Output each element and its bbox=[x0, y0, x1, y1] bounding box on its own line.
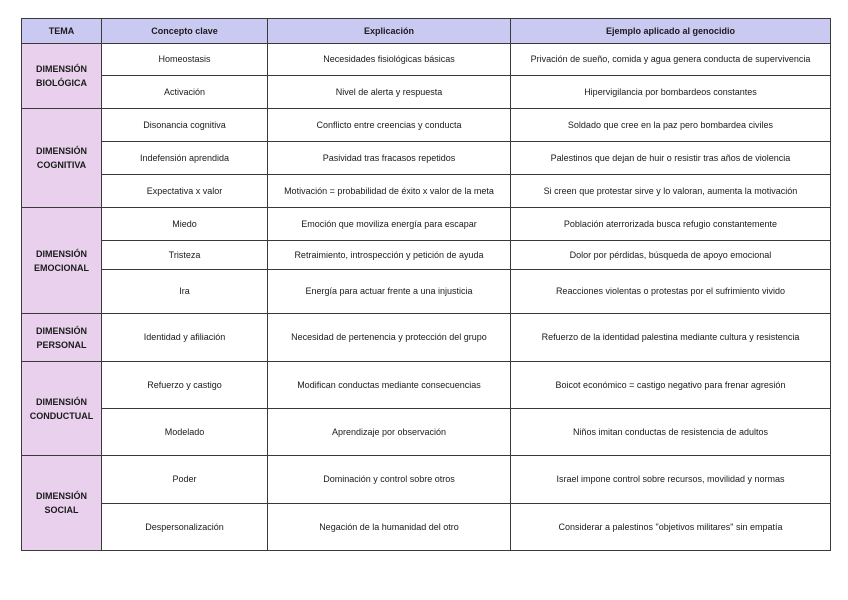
theme-cell: DIMENSIÓN EMOCIONAL bbox=[22, 208, 102, 314]
table-row bbox=[22, 109, 831, 142]
explanation-cell: Necesidad de pertenencia y protección del grupo bbox=[268, 314, 511, 362]
table-row bbox=[22, 409, 831, 456]
concept-cell: Activación bbox=[102, 76, 268, 109]
example-cell: Palestinos que dejan de huir o resistir tras años de violencia bbox=[511, 142, 831, 175]
explanation-cell: Energía para actuar frente a una injusticia bbox=[268, 270, 511, 314]
concept-cell: Ira bbox=[102, 270, 268, 314]
explanation-cell: Motivación = probabilidad de éxito x valor de la meta bbox=[268, 175, 511, 208]
example-cell: Considerar a palestinos "objetivos militares" sin empatía bbox=[511, 504, 831, 551]
concept-cell: Homeostasis bbox=[102, 44, 268, 76]
example-cell: Población aterrorizada busca refugio constantemente bbox=[511, 208, 831, 241]
header-concepto: Concepto clave bbox=[102, 19, 268, 44]
example-cell: Israel impone control sobre recursos, movilidad y normas bbox=[511, 456, 831, 504]
table-row bbox=[22, 175, 831, 208]
table-row bbox=[22, 314, 831, 362]
table-row bbox=[22, 76, 831, 109]
concept-cell: Expectativa x valor bbox=[102, 175, 268, 208]
example-cell: Boicot económico = castigo negativo para frenar agresión bbox=[511, 362, 831, 409]
explanation-cell: Aprendizaje por observación bbox=[268, 409, 511, 456]
explanation-cell: Negación de la humanidad del otro bbox=[268, 504, 511, 551]
table-row bbox=[22, 44, 831, 76]
concept-cell: Despersonalización bbox=[102, 504, 268, 551]
explanation-cell: Necesidades fisiológicas básicas bbox=[268, 44, 511, 76]
table-row bbox=[22, 142, 831, 175]
theme-cell: DIMENSIÓN CONDUCTUAL bbox=[22, 362, 102, 456]
header-row bbox=[22, 19, 831, 44]
table-row bbox=[22, 208, 831, 241]
example-cell: Si creen que protestar sirve y lo valoran, aumenta la motivación bbox=[511, 175, 831, 208]
concept-cell: Refuerzo y castigo bbox=[102, 362, 268, 409]
explanation-cell: Pasividad tras fracasos repetidos bbox=[268, 142, 511, 175]
example-cell: Refuerzo de la identidad palestina mediante cultura y resistencia bbox=[511, 314, 831, 362]
explanation-cell: Emoción que moviliza energía para escapar bbox=[268, 208, 511, 241]
table-row bbox=[22, 362, 831, 409]
concept-cell: Poder bbox=[102, 456, 268, 504]
table-row bbox=[22, 456, 831, 504]
explanation-cell: Nivel de alerta y respuesta bbox=[268, 76, 511, 109]
table-row bbox=[22, 270, 831, 314]
theme-cell: DIMENSIÓN BIOLÓGICA bbox=[22, 44, 102, 109]
example-cell: Niños imitan conductas de resistencia de adultos bbox=[511, 409, 831, 456]
theme-cell: DIMENSIÓN COGNITIVA bbox=[22, 109, 102, 208]
theme-cell: DIMENSIÓN PERSONAL bbox=[22, 314, 102, 362]
example-cell: Dolor por pérdidas, búsqueda de apoyo emocional bbox=[511, 241, 831, 270]
table-row bbox=[22, 504, 831, 551]
explanation-cell: Modifican conductas mediante consecuencias bbox=[268, 362, 511, 409]
explanation-cell: Dominación y control sobre otros bbox=[268, 456, 511, 504]
header-ejemplo: Ejemplo aplicado al genocidio bbox=[511, 19, 831, 44]
example-cell: Soldado que cree en la paz pero bombardea civiles bbox=[511, 109, 831, 142]
concept-cell: Indefensión aprendida bbox=[102, 142, 268, 175]
example-cell: Hipervigilancia por bombardeos constantes bbox=[511, 76, 831, 109]
concept-cell: Identidad y afiliación bbox=[102, 314, 268, 362]
concept-cell: Tristeza bbox=[102, 241, 268, 270]
concept-cell: Modelado bbox=[102, 409, 268, 456]
example-cell: Privación de sueño, comida y agua genera conducta de supervivencia bbox=[511, 44, 831, 76]
table-row bbox=[22, 241, 831, 270]
explanation-cell: Retraimiento, introspección y petición de ayuda bbox=[268, 241, 511, 270]
explanation-cell: Conflicto entre creencias y conducta bbox=[268, 109, 511, 142]
table-header bbox=[22, 19, 831, 44]
table-body bbox=[22, 44, 831, 551]
concepts-table bbox=[21, 18, 831, 551]
concept-cell: Disonancia cognitiva bbox=[102, 109, 268, 142]
theme-cell: DIMENSIÓN SOCIAL bbox=[22, 456, 102, 551]
header-explicacion: Explicación bbox=[268, 19, 511, 44]
header-tema: TEMA bbox=[22, 19, 102, 44]
concept-cell: Miedo bbox=[102, 208, 268, 241]
example-cell: Reacciones violentas o protestas por el sufrimiento vivido bbox=[511, 270, 831, 314]
